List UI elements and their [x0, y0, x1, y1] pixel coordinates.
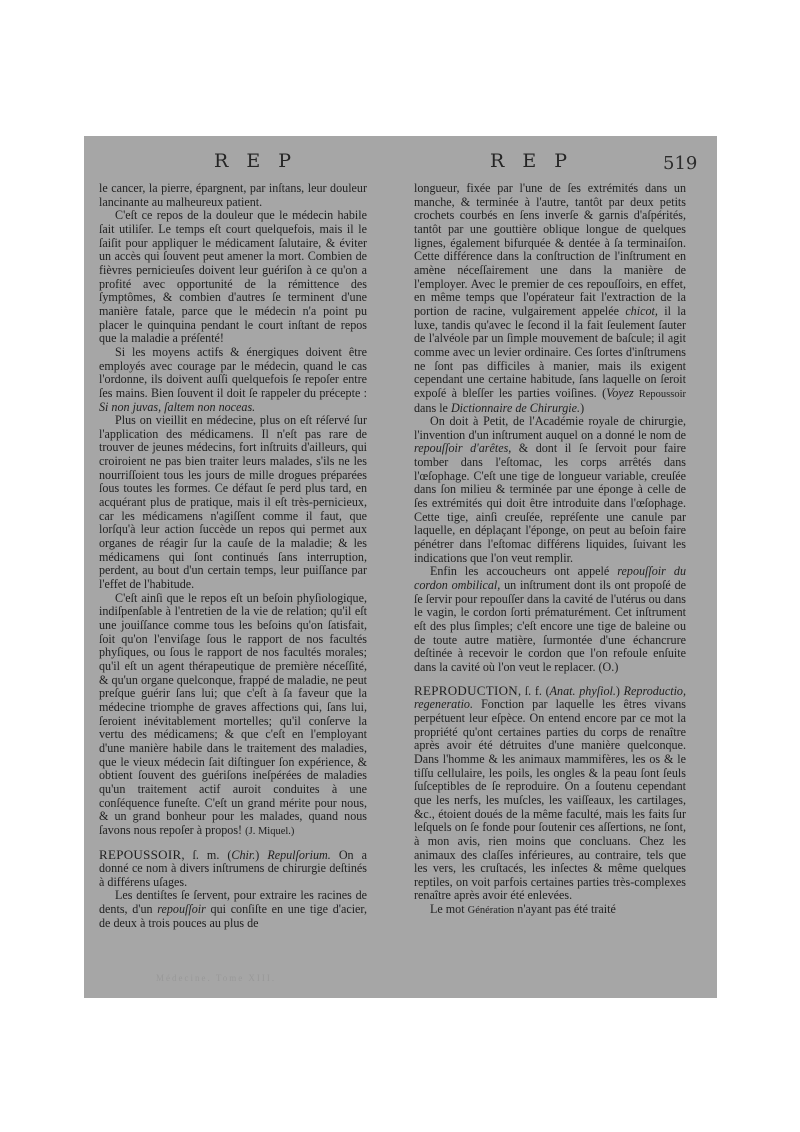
paragraph: Si les moyens actifs & énergiques doivent être employés avec courage par le médecin, quand le cas l'ordonne, ils doivent auſſi quelquefois ſe repoſer entre ſes mains. Bien ſouvent il doit ſe rappeler du précepte : Si non juvas, ſaltem non noceas.	[99, 344, 367, 414]
faint-footer-text: Médecine. Tome XIII.	[156, 973, 277, 983]
paragraph: On doit à Petit, de l'Académie royale de chirurgie, l'invention d'un inſtrument auquel on a donné le nom de repouſſoir d'arêtes, & dont il ſe ſervoit pour faire tomber dans l'eſtomac, les corps arrêtés dans l'œſophage. C'eſt une tige de longueur variable, creuſée dans ſon milieu & terminée par une éponge à celle de ſes extrémités qui doit être introduite dans l'œſophage. Cette tige, ainſi creuſée, repréſente une canule par laquelle, en déplaçant l'éponge, on peut au beſoin faire pénétrer dans l'eſtomac différens liquides, ſuivant les indications que l'on veut remplir.	[414, 414, 686, 565]
page-number: 519	[663, 153, 698, 174]
paragraph: Le mot Génération n'ayant pas été traité	[430, 902, 616, 917]
entry-headword: REPOUSSOIR	[99, 846, 182, 862]
running-head-right: R E P	[490, 150, 574, 172]
paragraph: Les dentiſtes ſe ſervent, pour extraire les racines de dents, d'un repouſſoir qui conſiſte en une tige d'acier, de deux à trois pouces au plus de	[99, 888, 367, 930]
paragraph: le cancer, la pierre, épargnent, par inſtans, leur douleur lancinante au malheureux patient.	[99, 181, 367, 209]
running-head-left: R E P	[214, 150, 298, 172]
paragraph: C'eſt ce repos de la douleur que le médecin habile ſait utiliſer. Le temps eſt court quelquefois, mais il le ſaiſit pour appliquer le médicament ſalutaire, & éviter un accès qui ſouvent peut amener la mort. Combien de fièvres pernicieuſes doivent leur guériſon à ce qu'on a profité avec opportunité de la rémittence des ſymptômes, & combien d'autres ſe terminent d'une manière fatale, parce que le médecin n'a point pu placer le quinquina pendant le court inſtant de repos que la maladie a préſenté!	[99, 208, 367, 346]
author-signature: (J. Miquel.)	[245, 825, 295, 837]
dictionary-entry-repoussoir: REPOUSSOIR, ſ. m. (Chir.) Repulſorium. On a donné ce nom à divers inſtrumens de chirurgie deſtinés à différens uſages.	[99, 846, 367, 889]
right-column	[414, 182, 686, 918]
paragraph: C'eſt ainſi que le repos eſt un beſoin phyſiologique, indiſpenſable à l'entretien de la vie de relation; qu'il eſt une jouiſſance comme tous les beſoins qu'on ſatisfait, ſoit qu'on l'enviſage ſous le rapport de nos facultés phyſiques, ou ſous le rapport de nos facultés morales; qu'il eſt un agent thérapeutique de première néceſſité, & qu'un organe quelconque, frappé de maladie, ne peut preſque guérir ſans lui; que c'eſt à ſa faveur que la médecine triomphe de graves affections qui, ſans lui, ſeroient inévitablement mortelles; qu'il conſerve la vertu des médicamens; & que c'eſt en l'employant d'une manière habile dans le traitement des maladies, que le vieux médecin ſait diſtinguer ſon expérience, & obtient ſouvent des guériſons ineſpérées de maladies qu'un traitement actif auroit conduites à une conſéquence funeſte. C'eſt un grand mérite pour nous, & un grand bonheur pour les malades, quand nous ſavons nous repoſer à propos! (J. Miquel.)	[99, 590, 367, 837]
cross-reference: Génération	[467, 905, 515, 917]
entry-headword: REPRODUCTION	[414, 682, 518, 698]
latin-quote: Si non juvas, ſaltem non noceas.	[99, 399, 256, 414]
page	[96, 136, 708, 998]
paragraph: Enfin les accoucheurs ont appelé repouſſoir du cordon ombilical, un inſtrument dont ils ont propoſé de ſe ſervir pour repouſſer dans la cavité de l'utérus ou dans le vagin, le cordon ſorti prématurément. Cet inſtrument eſt des plus ſimples; c'eſt encore une tige de baleine ou de toute autre matière, ſurmontée d'une échancrure deſtinée à recevoir le cordon que l'on refoule enſuite dans la cavité où l'on veut le replacer. (O.)	[414, 564, 686, 674]
scanned-page-background	[84, 136, 717, 998]
cross-reference: Repoussoir	[633, 388, 686, 400]
paragraph: longueur, fixée par l'une de ſes extrémités dans un manche, & terminée à l'autre, tantôt par deux petits crochets courbés en ſens inverſe & garnis d'aſpérités, tantôt par une gouttière oblique longue de quelques lignes, également bifurquée & dentée à ſa terminaiſon. Cette différence dans la conſtruction de l'inſtrument en amène néceſſairement une dans la manière de l'employer. Avec le premier de ces repouſſoirs, en effet, en même temps que l'opérateur fait l'extraction de la portion de racine, vulgairement appelée chicot, il la luxe, tandis qu'avec le ſecond il la fait ſeulement ſauter de l'alvéole par un ſimple mouvement de baſcule; il agit comme avec un levier ordinaire. Ces ſortes d'inſtrumens ne ſont pas difficiles à manier, mais ils exigent cependant une certaine habitude, ſans laquelle on ſeroit expoſé à bleſſer les parties voiſines. (Voyez Repoussoir dans le Dictionnaire de Chirurgie.)	[414, 181, 687, 415]
left-column	[99, 182, 367, 930]
author-signature: (O.)	[598, 659, 619, 674]
dictionary-entry-reproduction: REPRODUCTION, ſ. f. (Anat. phyſiol.) Reproductio, regeneratio. Fonction par laquelle les êtres vivans perpétuent leur eſpèce. On entend encore par ce mot la propriété qu'ont certaines parties du corps de renaître après avoir été détruites d'une manière quelconque. Dans l'homme & les animaux mammifères, les os & le tiſſu cellulaire, les poils, les ongles & la peau ſont ſeuls ſuſceptibles de ſe reproduire. On a ſoutenu cependant que les nerfs, les muſcles, les vaiſſeaux, les cartilages, &c., étoient doués de la même faculté, mais les faits ſur leſquels on ſe fonde pour ſoutenir ces aſſertions, ne ſont, à mon avis, rien moins que concluans. Chez les animaux des claſſes inférieures, au contraire, tels que les vers, les cruſtacés, les inſectes & même quelques reptiles, on voit parfois certaines parties très-complexes renaître après avoir été enlevées.	[414, 682, 686, 903]
paragraph: Plus on vieillit en médecine, plus on eſt réſervé ſur l'application des médicamens. Il n'eſt pas rare de trouver de jeunes médecins, fort inſtruits d'ailleurs, qui croiroient ne pas bien traiter leurs malades, s'ils ne les nourriſſoient tous les jours de mille drogues préparées ſous toutes les formes. Ce défaut ſe perd plus tard, en acquérant plus de pratique, mais il eſt très-pernicieux, car les médicamens n'agiſſent comme il faut, que lorſqu'à leur action ſuccède un repos qui permet aux organes de réagir ſur la cauſe de la maladie; & les médicamens qui ſont continués ſans interruption, perdent, au bout d'un certain temps, leur puiſſance par l'effet de l'habitude.	[99, 413, 367, 592]
